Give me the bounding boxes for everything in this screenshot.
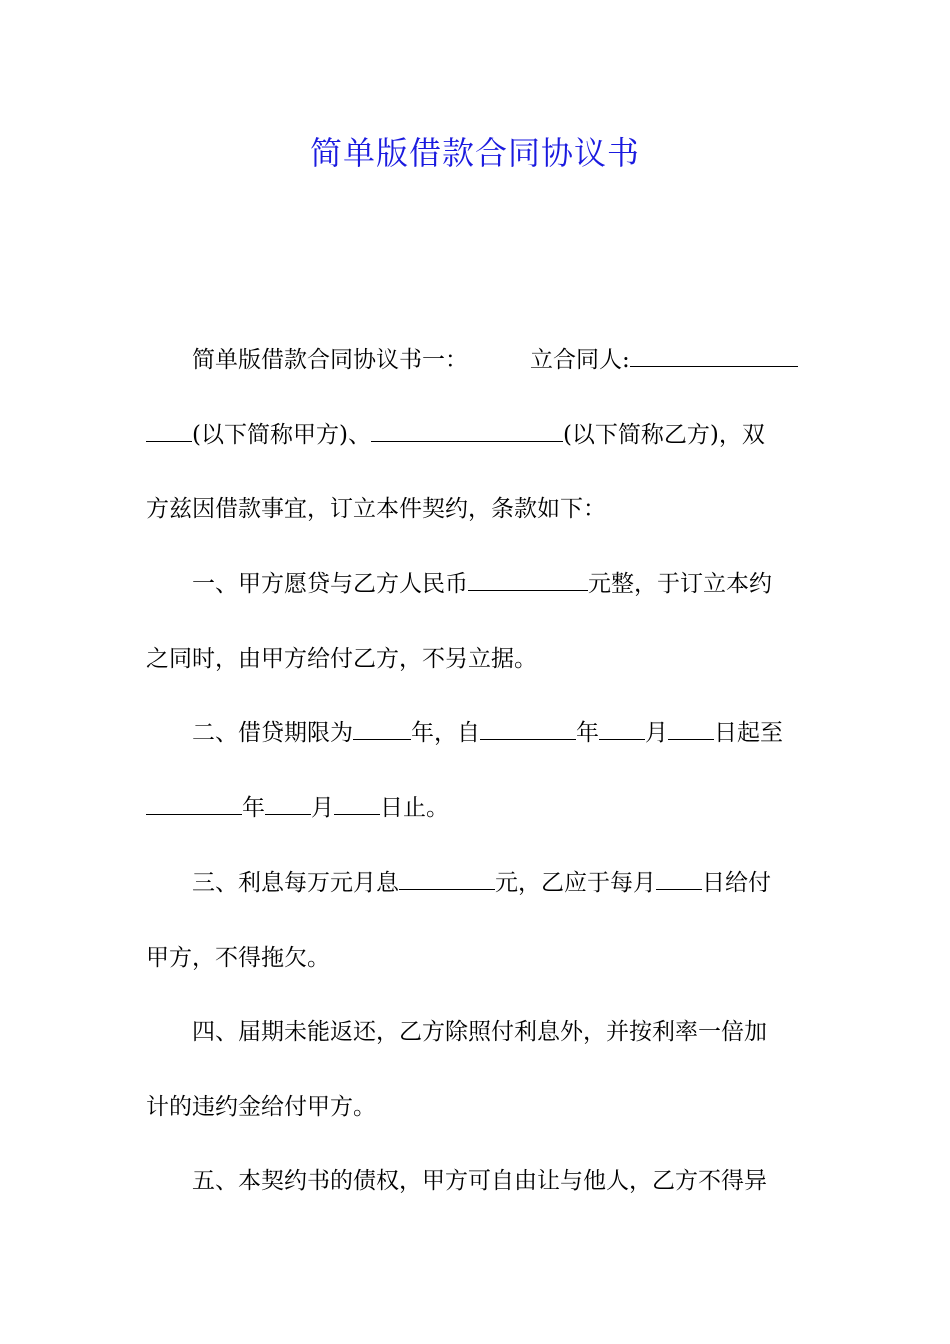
start-day-blank xyxy=(668,719,714,740)
payment-day-blank xyxy=(656,869,702,890)
party-b-suffix: (以下简称乙方)，双 xyxy=(562,422,765,448)
start-month-blank xyxy=(599,719,645,740)
clause-4-line-2: 计的违约金给付甲方。 xyxy=(146,1094,376,1120)
clause-2-year2: 年 xyxy=(242,795,265,821)
clause-5-line-1: 五、本契约书的债权，甲方可自由让与他人，乙方不得异 xyxy=(192,1168,767,1194)
party-a-suffix: (以下简称甲方)、 xyxy=(192,422,371,448)
clause-3-line-2: 甲方，不得拖欠。 xyxy=(146,945,330,971)
start-year-blank xyxy=(480,719,576,740)
interest-blank xyxy=(399,869,495,890)
clause-2-month2: 月 xyxy=(311,795,334,821)
end-day-blank xyxy=(334,794,380,815)
intro-line-3: 方兹因借款事宜，订立本件契约，条款如下： xyxy=(146,496,606,522)
clause-2-day-to: 日止。 xyxy=(380,795,449,821)
clause-2-year: 年 xyxy=(576,720,599,746)
clause-1-suffix: 元整，于订立本约 xyxy=(588,571,772,597)
clause-2-line-2 xyxy=(146,793,806,823)
term-years-blank xyxy=(353,719,411,740)
clause-2-day-from: 日起至 xyxy=(714,720,783,746)
clause-1-line-2: 之同时，由甲方给付乙方，不另立据。 xyxy=(146,646,537,672)
intro-heading: 简单版借款合同协议书一： xyxy=(192,347,468,373)
clause-2-year-unit: 年，自 xyxy=(411,720,480,746)
party-name-blank xyxy=(630,346,798,367)
party-a-blank xyxy=(146,421,192,442)
intro-line-1 xyxy=(192,345,806,375)
clause-2-month: 月 xyxy=(645,720,668,746)
end-month-blank xyxy=(265,794,311,815)
clause-3-prefix: 三、利息每万元月息 xyxy=(192,870,399,896)
clause-3-line-1 xyxy=(192,868,806,898)
end-year-blank xyxy=(146,794,242,815)
clause-3-suffix: 日给付 xyxy=(702,870,771,896)
clause-3-middle: 元，乙应于每月 xyxy=(495,870,656,896)
clause-2-prefix: 二、借贷期限为 xyxy=(192,720,353,746)
clause-1-line-1 xyxy=(192,569,806,599)
clause-2-line-1 xyxy=(192,718,806,748)
intro-line-2 xyxy=(146,420,806,450)
clause-1-prefix: 一、甲方愿贷与乙方人民币 xyxy=(192,571,468,597)
contract-party-label: 立合同人: xyxy=(530,347,630,373)
party-b-blank xyxy=(371,421,563,442)
clause-4-line-1: 四、届期未能返还，乙方除照付利息外，并按利率一倍加 xyxy=(192,1019,767,1045)
document-title: 简单版借款合同协议书 xyxy=(309,134,640,172)
amount-blank xyxy=(468,570,588,591)
